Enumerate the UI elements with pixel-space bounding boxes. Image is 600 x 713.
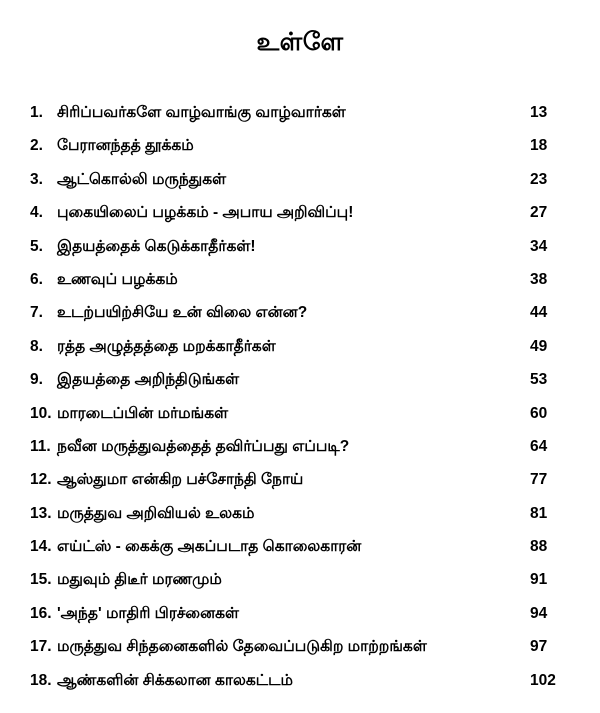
list-item[interactable]: [30, 638, 570, 657]
toc-item-page: 102: [530, 671, 556, 689]
toc-item-label: ரத்த அழுத்தத்தை மறக்காதீர்கள்: [57, 337, 276, 355]
toc-item-number: 17.: [30, 638, 52, 656]
list-item[interactable]: [30, 505, 570, 524]
list-item[interactable]: [30, 571, 570, 590]
toc-item-label: ஆஸ்துமா என்கிற பச்சோந்தி நோய்: [57, 471, 304, 489]
list-item[interactable]: [30, 538, 570, 557]
toc-item-label: ஆண்களின் சிக்கலான காலகட்டம்: [57, 671, 293, 689]
toc-item-page: 64: [530, 437, 548, 455]
toc-entry: [30, 204, 353, 223]
page-title: உள்ளே: [256, 28, 344, 56]
toc-item-label: மருத்துவ சிந்தனைகளில் தேவைப்படுகிற மாற்றங்கள்: [57, 638, 427, 656]
toc-item-label: மருத்துவ அறிவியல் உலகம்: [57, 504, 255, 522]
toc-item-label: நவீன மருத்துவத்தைத் தவிர்ப்பது எப்படி?: [57, 437, 350, 455]
toc-item-page: 91: [530, 571, 548, 589]
toc-item-label: 'அந்த' மாதிரி பிரச்னைகள்: [57, 604, 240, 622]
toc-entry: [30, 338, 276, 357]
toc-item-page: 81: [530, 504, 548, 522]
list-item[interactable]: [30, 672, 570, 691]
toc-item-number: 5.: [30, 237, 43, 255]
toc-item-number: 7.: [30, 304, 43, 322]
toc-item-number: 3.: [30, 170, 43, 188]
list-item[interactable]: [30, 171, 570, 190]
toc-item-number: 18.: [30, 671, 52, 689]
toc-entry: [30, 405, 228, 424]
list-item[interactable]: [30, 405, 570, 424]
toc-item-label: இதயத்தை அறிந்திடுங்கள்: [57, 371, 240, 389]
toc-item-number: 14.: [30, 538, 52, 556]
toc-item-label: மதுவும் திடீர் மரணமும்: [57, 571, 222, 589]
toc-entry: [30, 672, 293, 691]
toc-item-page: 77: [530, 471, 548, 489]
toc-item-page: 88: [530, 538, 548, 556]
toc-entry: [30, 238, 256, 257]
toc-item-number: 1.: [30, 104, 43, 121]
toc-item-page: 97: [530, 638, 548, 656]
toc-entry: [30, 505, 255, 524]
toc-item-page: 60: [530, 404, 548, 422]
toc-entry: [30, 571, 222, 590]
toc-item-label: உடற்பயிற்சியே உன் விலை என்ன?: [57, 304, 308, 322]
toc-item-page: 49: [530, 337, 548, 355]
toc-entry: [30, 638, 427, 657]
toc-item-number: 6.: [30, 270, 43, 288]
toc-item-page: 94: [530, 604, 548, 622]
list-item[interactable]: [30, 338, 570, 357]
toc-entry: [30, 538, 361, 557]
toc-item-number: 16.: [30, 604, 52, 622]
toc-item-label: எய்ட்ஸ் - கைக்கு அகப்படாத கொலைகாரன்: [57, 538, 362, 556]
toc-entry: [30, 304, 307, 323]
list-item[interactable]: [30, 238, 570, 257]
toc-item-page: 27: [530, 204, 548, 222]
toc-item-label: ஆட்கொல்லி மருந்துகள்: [57, 170, 227, 188]
toc-item-number: 15.: [30, 571, 52, 589]
toc-item-page: 34: [530, 237, 548, 255]
toc-entry: [30, 438, 349, 457]
toc-item-page: 44: [530, 304, 548, 322]
toc-item-page: 13: [530, 104, 548, 121]
toc-item-page: 23: [530, 170, 548, 188]
list-item[interactable]: [30, 271, 570, 290]
toc-item-number: 9.: [30, 371, 43, 389]
toc-item-number: 11.: [30, 437, 51, 455]
toc-entry: [30, 104, 346, 123]
toc-item-number: 8.: [30, 337, 43, 355]
list-item[interactable]: [30, 304, 570, 323]
toc-entry: [30, 371, 239, 390]
toc-entry: [30, 271, 178, 290]
toc-item-label: உணவுப் பழக்கம்: [57, 270, 178, 288]
list-item[interactable]: [30, 438, 570, 457]
toc-entry: [30, 171, 226, 190]
toc-item-label: இதயத்தைக் கெடுக்காதீர்கள்!: [57, 237, 256, 255]
toc-item-label: மாரடைப்பின் மர்மங்கள்: [57, 404, 229, 422]
toc-item-number: 2.: [30, 137, 43, 155]
toc-entry: [30, 605, 239, 624]
toc-item-number: 4.: [30, 204, 43, 222]
toc-entry: [30, 137, 194, 156]
list-item[interactable]: [30, 204, 570, 223]
toc-item-label: புகையிலைப் பழக்கம் - அபாய அறிவிப்பு!: [57, 204, 354, 222]
list-item[interactable]: [30, 371, 570, 390]
list-item[interactable]: [30, 104, 570, 123]
toc-item-number: 13.: [30, 504, 52, 522]
toc-item-page: 53: [530, 371, 548, 389]
list-item[interactable]: [30, 471, 570, 490]
table-of-contents: [0, 60, 600, 691]
toc-item-page: 38: [530, 270, 548, 288]
toc-entry: [30, 471, 303, 490]
toc-item-number: 12.: [30, 471, 52, 489]
toc-item-label: சிரிப்பவர்களே வாழ்வாங்கு வாழ்வார்கள்: [57, 104, 346, 121]
list-item[interactable]: [30, 137, 570, 156]
toc-item-label: பேரானந்தத் தூக்கம்: [57, 137, 194, 155]
toc-item-number: 10.: [30, 404, 52, 422]
toc-item-page: 18: [530, 137, 548, 155]
list-item[interactable]: [30, 605, 570, 624]
